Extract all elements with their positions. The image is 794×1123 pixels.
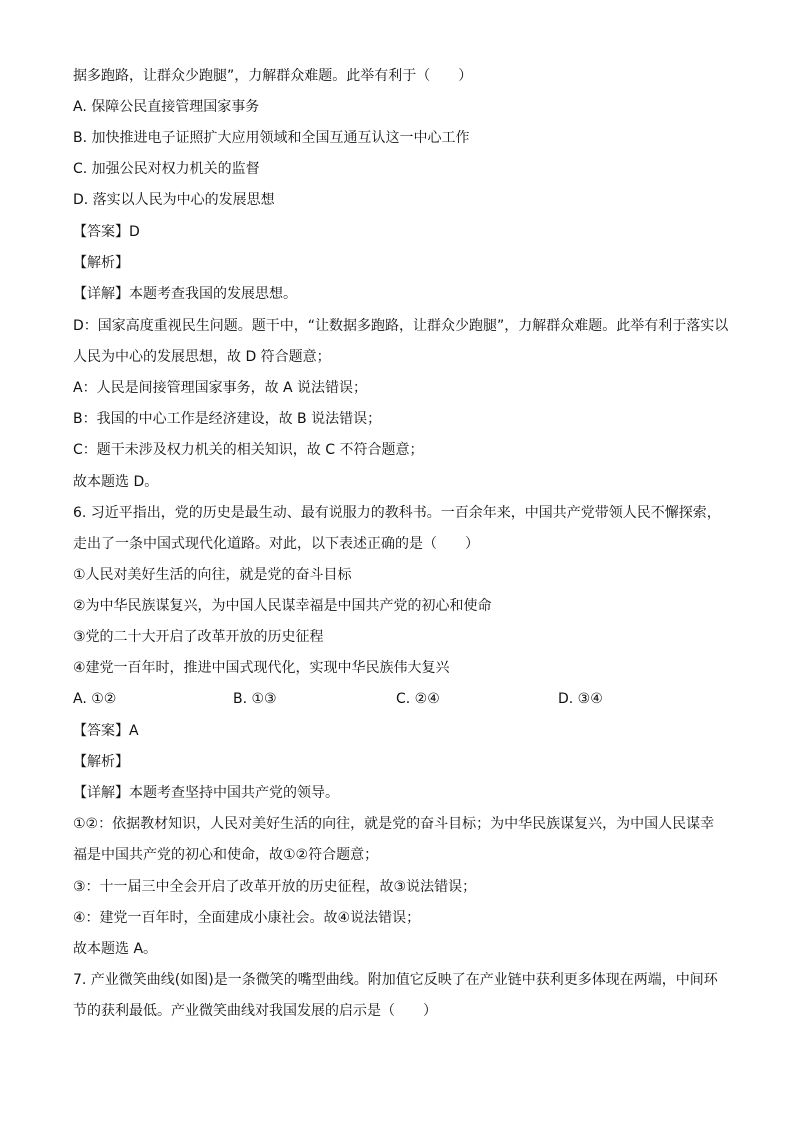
q6-explain-line: ④：建党一百年时，全面建成小康社会。故④说法错误； — [73, 910, 421, 926]
q7-stem-line: 节的获利最低。产业微笑曲线对我国发展的启示是（ ） — [73, 1003, 437, 1019]
q6-detail: 【详解】本题考查坚持中国共产党的领导。 — [73, 785, 339, 801]
q5-option-c: C. 加强公民对权力机关的监督 — [73, 161, 260, 177]
q6-choices — [73, 689, 723, 709]
q5-explain-line: D：国家高度重视民生问题。题干中，“让数据多跑路，让群众少跑腿”，力解群众难题。此举有利于落实以 — [73, 318, 729, 334]
q7-stem-line: 7. 产业微笑曲线(如图)是一条微笑的嘴型曲线。附加值它反映了在产业链中获利更多体现在两端，中间环 — [73, 972, 718, 988]
q5-answer: 【答案】D — [73, 224, 140, 240]
q5-explain-line: C：题干未涉及权力机关的相关知识，故 C 不符合题意； — [73, 442, 424, 458]
q5-explain-line: 人民为中心的发展思想，故 D 符合题意； — [73, 349, 331, 365]
q6-stem-line: 6. 习近平指出，党的历史是最生动、最有说服力的教科书。一百余年来，中国共产党带领人民不懈探索， — [73, 505, 721, 521]
q6-explain-line: ③：十一届三中全会开启了改革开放的历史征程，故③说法错误； — [73, 879, 477, 895]
q6-conclusion: 故本题选 A。 — [73, 941, 158, 957]
q5-option-a: A. 保障公民直接管理国家事务 — [73, 99, 260, 115]
q5-option-d: D. 落实以人民为中心的发展思想 — [73, 192, 275, 208]
q6-explain-line: 福是中国共产党的初心和使命，故①②符合题意； — [73, 847, 379, 863]
q6-choice-c: C. ②④ — [396, 691, 440, 707]
q6-answer: 【答案】A — [73, 723, 139, 739]
q5-explain-line: B：我国的中心工作是经济建设，故 B 说法错误； — [73, 411, 382, 427]
q5-explain-line: A：人民是间接管理国家事务，故 A 说法错误； — [73, 380, 368, 396]
q6-stem-line: 走出了一条中国式现代化道路。对此，以下表述正确的是（ ） — [73, 536, 479, 552]
q6-choice-d: D. ③④ — [558, 691, 603, 707]
q5-detail: 【详解】本题考查我国的发展思想。 — [73, 286, 297, 302]
q6-item: ③党的二十大开启了改革开放的历史征程 — [73, 629, 324, 645]
q6-explain-line: ①②：依据教材知识，人民对美好生活的向往，就是党的奋斗目标；为中华民族谋复兴，为中国人民谋幸 — [73, 816, 715, 832]
q5-option-b: B. 加快推进电子证照扩大应用领域和全国互通互认这一中心工作 — [73, 130, 470, 146]
q6-analysis-label: 【解析】 — [73, 754, 129, 770]
q6-item: ②为中华民族谋复兴，为中国人民谋幸福是中国共产党的初心和使命 — [73, 598, 492, 614]
q5-analysis-label: 【解析】 — [73, 255, 129, 271]
q6-choice-b: B. ①③ — [233, 691, 277, 707]
q5-conclusion: 故本题选 D。 — [73, 474, 159, 490]
q6-choice-a: A. ①② — [73, 691, 117, 707]
q6-item: ④建党一百年时，推进中国式现代化，实现中华民族伟大复兴 — [73, 660, 450, 676]
q5-stem-tail: 据多跑路，让群众少跑腿”，力解群众难题。此举有利于（ ） — [73, 68, 473, 84]
q6-item: ①人民对美好生活的向往，就是党的奋斗目标 — [73, 567, 352, 583]
